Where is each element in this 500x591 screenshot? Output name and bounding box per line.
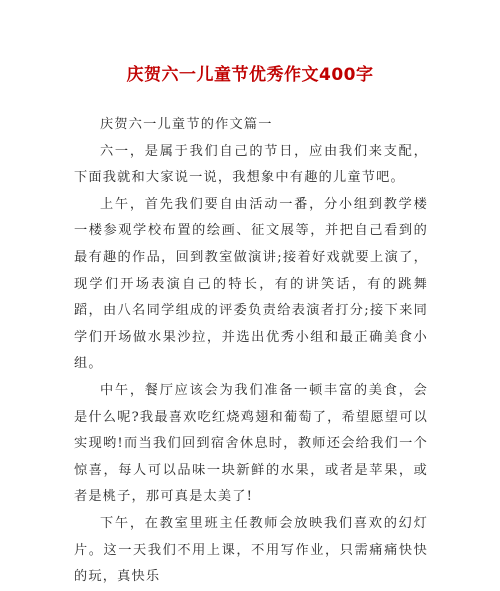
section-subtitle: 庆贺六一儿童节的作文篇一 (100, 117, 273, 132)
paragraph: 上午，首先我们要自由活动一番，分小组到教学楼一楼参观学校布置的绘画、征文展等，并把自己看到的最有趣的作品，回到教室做演讲;接着好戏就要上演了，现学们开场表演自己的特长，有的讲笑话，有的跳舞蹈，由八名同学组成的评委负责给表演者打分;接下来同学们开场做水果沙拉，并选出优秀小组和最正确美食小组。 (74, 196, 428, 372)
document-body (74, 112, 428, 591)
document-title: 庆贺六一儿童节优秀作文400字 (126, 65, 374, 85)
paragraph: 中午，餐厅应该会为我们准备一顿丰富的美食，会是什么呢?我最喜欢吃红烧鸡翅和葡萄了，希望愿望可以实现哟!而当我们回到宿舍休息时，教师还会给我们一个惊喜，每人可以品味一块新鲜的水果，或者是苹果，或者是桃子，那可真是太美了! (74, 382, 428, 505)
paragraph: 下午，在教室里班主任教师会放映我们喜欢的幻灯片。这一天我们不用上课，不用写作业，只需痛痛快快的玩，真快乐 (74, 515, 428, 585)
paragraph: 六一，是属于我们自己的节日，应由我们来支配，下面我就和大家说一说，我想象中有趣的儿童节吧。 (74, 143, 428, 186)
